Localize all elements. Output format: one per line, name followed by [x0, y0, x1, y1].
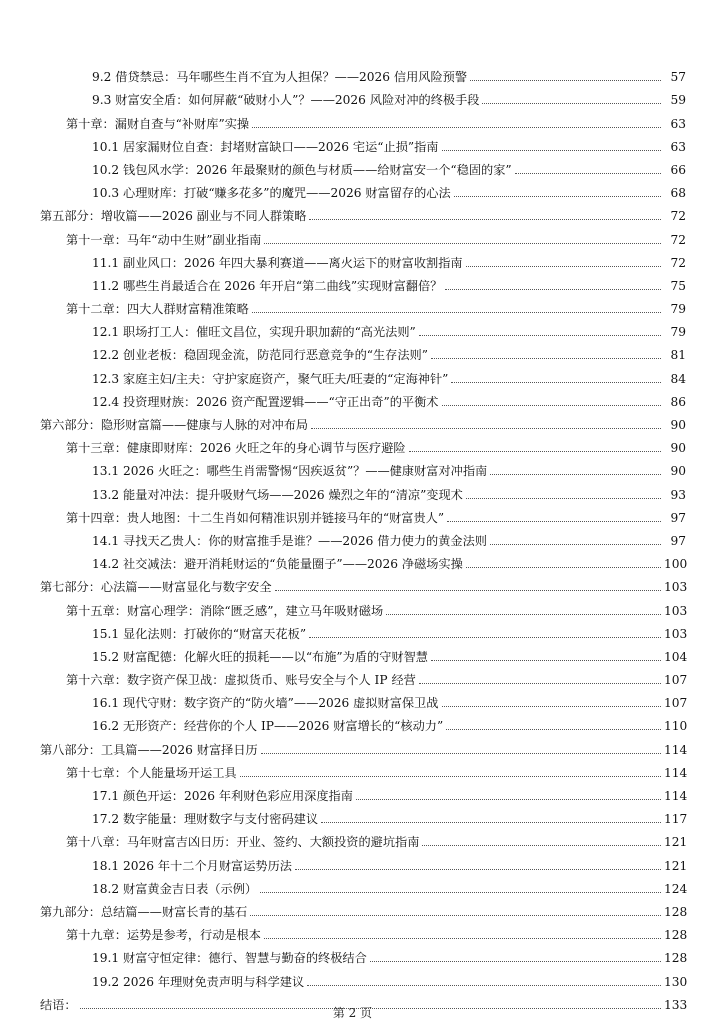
toc-section-entry[interactable]	[0, 874, 705, 897]
dot-leader	[466, 498, 661, 499]
toc-entry-page: 93	[670, 487, 686, 502]
toc-section-entry[interactable]	[0, 248, 705, 271]
dot-leader	[386, 614, 661, 615]
toc-entry-page: 84	[670, 371, 686, 386]
toc-entry-title: 12.1 职场打工人：催旺文昌位，实现升职加薪的“高光法则”	[92, 325, 416, 340]
toc-entry-page: 97	[670, 533, 686, 548]
toc-chapter-entry[interactable]	[0, 224, 705, 247]
toc-entry-page: 59	[670, 93, 686, 108]
toc-part-entry[interactable]	[0, 410, 705, 433]
toc-entry-title: 结语：	[40, 997, 77, 1012]
toc-entry-page: 128	[664, 928, 688, 943]
dot-leader	[422, 845, 661, 846]
toc-entry-page: 100	[664, 557, 688, 572]
toc-entry-page: 68	[670, 186, 686, 201]
toc-chapter-entry[interactable]	[0, 920, 705, 943]
toc-entry-page: 124	[664, 881, 688, 896]
dot-leader	[419, 335, 661, 336]
toc-entry-page: 79	[670, 302, 686, 317]
toc-section-entry[interactable]	[0, 479, 705, 502]
dot-leader	[321, 822, 661, 823]
dot-leader	[370, 961, 661, 962]
toc-entry-title: 14.2 社交减法：避开消耗财运的“负能量圈子”——2026 净磁场实操	[92, 557, 463, 572]
dot-leader	[309, 637, 661, 638]
toc-section-entry[interactable]	[0, 688, 705, 711]
dot-leader	[431, 660, 661, 661]
toc-entry-title: 10.2 钱包风水学：2026 年最聚财的颜色与材质——给财富安一个“稳固的家”	[92, 162, 512, 177]
toc-chapter-entry[interactable]	[0, 758, 705, 781]
toc-entry-page: 103	[664, 603, 688, 618]
dot-leader	[309, 219, 661, 220]
toc-section-entry[interactable]	[0, 387, 705, 410]
dot-leader	[490, 544, 661, 545]
toc-entry-page: 104	[664, 649, 688, 664]
dot-leader	[442, 706, 662, 707]
toc-section-entry[interactable]	[0, 363, 705, 386]
dot-leader	[431, 358, 661, 359]
dot-leader	[419, 683, 661, 684]
toc-entry-page: 72	[670, 209, 686, 224]
toc-entry-title: 16.2 无形资产：经营你的个人 IP——2026 财富增长的“核动力”	[92, 719, 444, 734]
dot-leader	[515, 173, 661, 174]
toc-entry-title: 第十七章：个人能量场开运工具	[66, 765, 237, 780]
toc-section-entry[interactable]	[0, 711, 705, 734]
toc-entry-page: 114	[664, 789, 688, 803]
toc-entry-page: 130	[664, 974, 688, 989]
toc-chapter-entry[interactable]	[0, 665, 705, 688]
toc-entry-title: 12.3 家庭主妇/主夫：守护家庭资产，聚气旺夫/旺妻的“定海神针”	[92, 371, 449, 386]
toc-entry-page: 57	[670, 70, 686, 85]
page-number: 第 2 页	[332, 1006, 373, 1020]
toc-part-entry[interactable]	[0, 201, 705, 224]
toc-entry-page: 90	[670, 441, 686, 456]
toc-entry-page: 79	[670, 325, 686, 340]
toc-entry-title: 12.2 创业老板：稳固现金流，防范同行恶意竞争的“生存法则”	[92, 348, 428, 363]
toc-entry-page: 72	[670, 255, 686, 270]
dot-leader	[445, 289, 661, 290]
dot-leader	[240, 776, 661, 777]
toc-entry-title: 9.3 财富安全盾：如何屏蔽“破财小人”？——2026 风险对冲的终极手段	[92, 93, 480, 108]
dot-leader	[490, 474, 661, 475]
toc-entry-title: 19.2 2026 年理财免责声明与科学建议	[92, 974, 305, 989]
toc-entry-title: 10.1 居家漏财位自查：封堵财富缺口——2026 宅运“止损”指南	[92, 139, 439, 154]
toc-entry-title: 17.2 数字能量：理财数字与支付密码建议	[92, 812, 319, 827]
toc-entry-page: 90	[670, 418, 686, 432]
toc-section-entry[interactable]	[0, 62, 705, 85]
toc-entry-page: 117	[664, 812, 688, 827]
toc-entry-page: 121	[664, 858, 688, 873]
dot-leader	[311, 428, 661, 429]
toc-entry-page: 114	[664, 765, 688, 780]
toc-entry-title: 9.2 借贷禁忌：马年哪些生肖不宜为人担保？——2026 信用风险预警	[92, 70, 468, 85]
dot-leader	[252, 127, 661, 128]
dot-leader	[442, 150, 662, 151]
toc-section-entry[interactable]	[0, 619, 705, 642]
toc-entry-page: 128	[664, 951, 688, 966]
toc-entry-page: 121	[664, 835, 688, 850]
toc-entry-title: 第十九章：运势是参考，行动是根本	[66, 928, 261, 943]
dot-leader	[275, 590, 661, 591]
toc-entry-page: 128	[664, 904, 688, 919]
dot-leader	[264, 938, 661, 939]
toc-section-entry[interactable]	[0, 549, 705, 572]
toc-entry-title: 18.1 2026 年十二个月财富运势历法	[92, 858, 292, 873]
table-of-contents	[0, 62, 705, 1013]
toc-chapter-entry[interactable]	[0, 595, 705, 618]
dot-leader	[470, 80, 661, 81]
toc-entry-title: 第七部分：心法篇——财富显化与数字安全	[40, 580, 272, 595]
toc-chapter-entry[interactable]	[0, 294, 705, 317]
toc-part-entry[interactable]	[0, 734, 705, 757]
toc-entry-title: 第五部分：增收篇——2026 副业与不同人群策略	[40, 209, 307, 224]
dot-leader	[295, 869, 661, 870]
dot-leader	[250, 915, 661, 916]
dot-leader	[264, 243, 661, 244]
toc-entry-title: 第十二章：四大人群财富精准策略	[66, 302, 249, 317]
toc-section-entry[interactable]	[0, 85, 705, 108]
toc-part-entry[interactable]	[0, 572, 705, 595]
toc-section-entry[interactable]	[0, 966, 705, 989]
toc-section-entry[interactable]	[0, 642, 705, 665]
toc-entry-title: 第十八章：马年财富吉凶日历：开业、签约、大额投资的避坑指南	[66, 835, 420, 850]
toc-entry-title: 13.1 2026 火旺之：哪些生肖需警惕“因疾返贫”？——健康财富对冲指南	[92, 464, 488, 479]
toc-entry-page: 63	[670, 139, 686, 154]
toc-entry-title: 12.4 投资理财族：2026 资产配置逻辑——“守正出奇”的平衡术	[92, 394, 439, 409]
dot-leader	[252, 312, 661, 313]
dot-leader	[261, 753, 661, 754]
toc-entry-page: 110	[664, 719, 688, 734]
toc-entry-title: 16.1 现代守财：数字资产的“防火墙”——2026 虚拟财富保卫战	[92, 696, 439, 711]
toc-entry-page: 90	[670, 464, 686, 479]
toc-entry-page: 107	[664, 696, 688, 711]
dot-leader	[260, 892, 661, 893]
toc-chapter-entry[interactable]	[0, 108, 705, 131]
dot-leader	[409, 451, 661, 452]
toc-entry-title: 第十一章：马年“动中生财”副业指南	[66, 232, 262, 247]
toc-entry-title: 19.1 财富守恒定律：德行、智慧与勤奋的终极结合	[92, 951, 367, 966]
toc-section-entry[interactable]	[0, 804, 705, 827]
toc-entry-page: 72	[670, 232, 686, 247]
toc-chapter-entry[interactable]	[0, 503, 705, 526]
toc-chapter-entry[interactable]	[0, 433, 705, 456]
toc-section-entry[interactable]	[0, 456, 705, 479]
toc-section-entry[interactable]	[0, 317, 705, 340]
toc-entry-page: 97	[670, 510, 686, 525]
toc-entry-title: 第十四章：贵人地图：十二生肖如何精准识别并链接马年的“财富贵人”	[66, 510, 445, 525]
dot-leader	[482, 103, 661, 104]
toc-entry-title: 11.2 哪些生肖最适合在 2026 年开启“第二曲线”实现财富翻倍？	[92, 278, 443, 293]
dot-leader	[442, 405, 662, 406]
toc-entry-title: 第十六章：数字资产保卫战：虚拟货币、账号安全与个人 IP 经营	[66, 673, 416, 688]
toc-entry-page: 75	[670, 278, 686, 293]
toc-entry-title: 17.1 颜色开运：2026 年利财色彩应用深度指南	[92, 789, 353, 803]
toc-entry-page: 133	[664, 997, 688, 1012]
toc-entry-page: 66	[670, 162, 686, 177]
toc-chapter-entry[interactable]	[0, 827, 705, 850]
dot-leader	[451, 382, 661, 383]
dot-leader	[466, 567, 661, 568]
toc-section-entry[interactable]	[0, 943, 705, 966]
toc-entry-page: 107	[664, 673, 688, 688]
dot-leader	[307, 985, 661, 986]
toc-section-entry[interactable]	[0, 781, 705, 804]
toc-section-entry[interactable]	[0, 271, 705, 294]
toc-entry-page: 81	[670, 348, 686, 363]
dot-leader	[447, 521, 661, 522]
toc-entry-title: 18.2 财富黄金吉日表（示例）	[92, 881, 258, 896]
toc-entry-title: 14.1 寻找天乙贵人：你的财富推手是谁？——2026 借力使力的黄金法则	[92, 533, 487, 548]
toc-entry-title: 第十章：漏财自查与“补财库”实操	[66, 116, 250, 131]
toc-entry-title: 15.1 显化法则：打破你的“财富天花板”	[92, 626, 307, 641]
dot-leader	[446, 729, 661, 730]
toc-entry-title: 第十五章：财富心理学：消除“匮乏感”，建立马年吸财磁场	[66, 603, 384, 618]
toc-entry-title: 第十三章：健康即财库：2026 火旺之年的身心调节与医疗避险	[66, 441, 406, 456]
toc-section-entry[interactable]	[0, 850, 705, 873]
toc-section-entry[interactable]	[0, 155, 705, 178]
toc-section-entry[interactable]	[0, 178, 705, 201]
toc-entry-page: 114	[664, 742, 688, 757]
toc-entry-title: 11.1 副业风口：2026 年四大暴利赛道——离火运下的财富收割指南	[92, 255, 463, 270]
toc-section-entry[interactable]	[0, 132, 705, 155]
dot-leader	[466, 266, 661, 267]
toc-part-entry[interactable]	[0, 897, 705, 920]
toc-entry-page: 103	[664, 626, 688, 641]
toc-entry-title: 13.2 能量对冲法：提升吸财气场——2026 燥烈之年的“清凉”变现术	[92, 487, 463, 502]
toc-entry-page: 103	[664, 580, 688, 595]
toc-entry-title: 10.3 心理财库：打破“赚多花多”的魔咒——2026 财富留存的心法	[92, 186, 451, 201]
dot-leader	[356, 799, 661, 800]
toc-entry-title: 15.2 财富配德：化解火旺的损耗——以“布施”为盾的守财智慧	[92, 649, 428, 664]
toc-entry-page: 63	[670, 116, 686, 131]
toc-section-entry[interactable]	[0, 340, 705, 363]
toc-entry-title: 第八部分：工具篇——2026 财富择日历	[40, 742, 258, 757]
toc-entry-page: 86	[670, 394, 686, 409]
toc-section-entry[interactable]	[0, 526, 705, 549]
toc-entry-title: 第九部分：总结篇——财富长青的基石	[40, 904, 248, 919]
toc-entry-title: 第六部分：隐形财富篇——健康与人脉的对冲布局	[40, 418, 309, 432]
dot-leader	[454, 196, 661, 197]
